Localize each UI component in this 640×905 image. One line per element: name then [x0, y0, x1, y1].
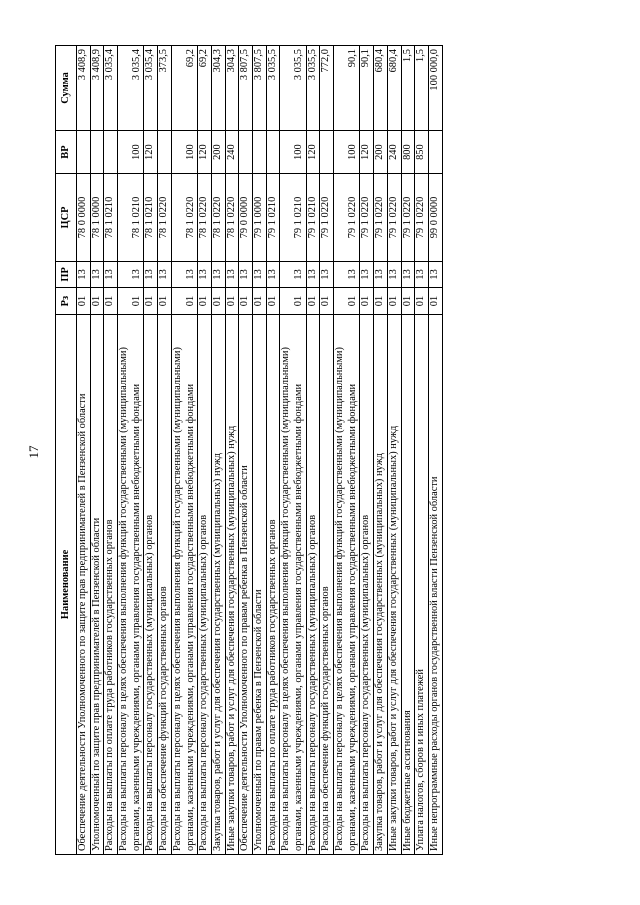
cell-vr: 850 [415, 130, 429, 174]
cell-sum: 772,0 [320, 46, 334, 131]
table-row [252, 46, 266, 855]
table-row [90, 46, 104, 855]
table-row [401, 46, 415, 855]
cell-csr: 99 0 0000 [428, 174, 442, 261]
cell-rz: 01 [90, 288, 104, 315]
cell-csr: 79 1 0220 [320, 174, 334, 261]
table-row [374, 46, 388, 855]
cell-sum: 3 807,5 [252, 46, 266, 131]
table-row [334, 46, 360, 855]
cell-csr: 78 1 0210 [118, 174, 144, 261]
cell-sum: 304,3 [225, 46, 239, 131]
cell-csr: 78 1 0220 [198, 174, 212, 261]
cell-name: Уполномоченный по правам ребенка в Пензенской области [252, 314, 266, 854]
table-row [387, 46, 401, 855]
cell-vr [252, 130, 266, 174]
page-number: 17 [26, 445, 41, 459]
cell-vr [158, 130, 172, 174]
table-row [144, 46, 158, 855]
cell-pr: 13 [77, 261, 91, 288]
cell-rz: 01 [211, 288, 225, 315]
cell-sum: 3 035,4 [144, 46, 158, 131]
cell-pr: 13 [158, 261, 172, 288]
cell-csr: 78 1 0000 [90, 174, 104, 261]
cell-pr: 13 [198, 261, 212, 288]
cell-vr [104, 130, 118, 174]
cell-vr [428, 130, 442, 174]
cell-csr: 79 0 0000 [239, 174, 253, 261]
table-row [158, 46, 172, 855]
cell-name: Обеспечение деятельности Уполномоченного по защите прав предпринимателей в Пензенской области [77, 314, 91, 854]
cell-sum: 373,5 [158, 46, 172, 131]
table-row [320, 46, 334, 855]
cell-sum: 3 035,4 [104, 46, 118, 131]
cell-rz: 01 [306, 288, 320, 315]
cell-vr [77, 130, 91, 174]
cell-vr: 120 [144, 130, 158, 174]
cell-sum: 90,1 [360, 46, 374, 131]
cell-sum: 3 035,4 [118, 46, 144, 131]
header-vr: ВР [56, 130, 77, 174]
cell-pr: 13 [144, 261, 158, 288]
cell-rz: 01 [415, 288, 429, 315]
cell-rz: 01 [387, 288, 401, 315]
budget-table [55, 45, 443, 855]
cell-rz: 01 [401, 288, 415, 315]
cell-csr: 79 1 0210 [306, 174, 320, 261]
cell-rz: 01 [225, 288, 239, 315]
cell-sum: 3 035,5 [280, 46, 306, 131]
cell-rz: 01 [118, 288, 144, 315]
cell-pr: 13 [320, 261, 334, 288]
cell-name: Уплата налогов, сборов и иных платежей [415, 314, 429, 854]
cell-rz: 01 [198, 288, 212, 315]
cell-name: Расходы на обеспечение функций государственных органов [158, 314, 172, 854]
header-sum: Сумма [56, 46, 77, 131]
cell-sum: 3 807,5 [239, 46, 253, 131]
cell-pr: 13 [334, 261, 360, 288]
cell-rz: 01 [360, 288, 374, 315]
rotated-table-container [55, 45, 575, 855]
table-row [77, 46, 91, 855]
cell-name: Расходы на выплаты персоналу государственных (муниципальных) органов [360, 314, 374, 854]
cell-csr: 79 1 0220 [401, 174, 415, 261]
cell-name: Иные закупки товаров, работ и услуг для обеспечения государственных (муниципальных) нужд [387, 314, 401, 854]
cell-csr: 79 1 0220 [360, 174, 374, 261]
cell-csr: 78 1 0210 [144, 174, 158, 261]
header-csr: ЦСР [56, 174, 77, 261]
cell-pr: 13 [104, 261, 118, 288]
table-row [171, 46, 197, 855]
cell-rz: 01 [252, 288, 266, 315]
cell-csr: 78 0 0000 [77, 174, 91, 261]
cell-sum: 304,3 [211, 46, 225, 131]
table-row [211, 46, 225, 855]
cell-csr: 78 1 0220 [158, 174, 172, 261]
cell-csr: 79 1 0210 [266, 174, 280, 261]
cell-vr: 240 [225, 130, 239, 174]
cell-sum: 3 035,5 [306, 46, 320, 131]
table-row [104, 46, 118, 855]
cell-vr: 100 [280, 130, 306, 174]
cell-vr: 200 [211, 130, 225, 174]
cell-vr: 240 [387, 130, 401, 174]
cell-pr: 13 [280, 261, 306, 288]
cell-csr: 79 1 0220 [415, 174, 429, 261]
cell-sum: 1,5 [415, 46, 429, 131]
table-row [198, 46, 212, 855]
cell-rz: 01 [374, 288, 388, 315]
cell-name: Закупка товаров, работ и услуг для обеспечения государственных (муниципальных) нужд [374, 314, 388, 854]
table-row [225, 46, 239, 855]
cell-name: Расходы на выплаты персоналу в целях обеспечения выполнения функций государственными (муниципальными) органами, казенными учреждениями, органами управления государственными внебюджетными фондами [118, 314, 144, 854]
cell-vr: 100 [118, 130, 144, 174]
cell-pr: 13 [306, 261, 320, 288]
cell-pr: 13 [225, 261, 239, 288]
cell-name: Расходы на выплаты персоналу государственных (муниципальных) органов [306, 314, 320, 854]
table-header-row [56, 46, 77, 855]
cell-csr: 78 1 0210 [104, 174, 118, 261]
cell-pr: 13 [428, 261, 442, 288]
cell-csr: 79 1 0220 [334, 174, 360, 261]
cell-vr: 120 [198, 130, 212, 174]
header-rz: Рз [56, 288, 77, 315]
table-row [239, 46, 253, 855]
cell-vr [90, 130, 104, 174]
cell-rz: 01 [334, 288, 360, 315]
cell-vr: 800 [401, 130, 415, 174]
table-row [415, 46, 429, 855]
cell-rz: 01 [158, 288, 172, 315]
cell-vr: 120 [306, 130, 320, 174]
table-row [118, 46, 144, 855]
cell-rz: 01 [266, 288, 280, 315]
cell-sum: 3 408,9 [77, 46, 91, 131]
cell-csr: 78 1 0220 [225, 174, 239, 261]
header-pr: ПР [56, 261, 77, 288]
cell-name: Иные закупки товаров, работ и услуг для обеспечения государственных (муниципальных) нужд [225, 314, 239, 854]
table-row [428, 46, 442, 855]
cell-pr: 13 [211, 261, 225, 288]
cell-sum: 1,5 [401, 46, 415, 131]
cell-pr: 13 [118, 261, 144, 288]
cell-name: Расходы на выплаты персоналу в целях обеспечения выполнения функций государственными (муниципальными) органами, казенными учреждениями, органами управления государственными внебюджетными фондами [280, 314, 306, 854]
cell-vr: 100 [171, 130, 197, 174]
table-row [266, 46, 280, 855]
cell-csr: 78 1 0220 [211, 174, 225, 261]
cell-csr: 78 1 0220 [171, 174, 197, 261]
cell-rz: 01 [239, 288, 253, 315]
cell-rz: 01 [77, 288, 91, 315]
cell-vr [239, 130, 253, 174]
cell-csr: 79 1 0000 [252, 174, 266, 261]
cell-vr [320, 130, 334, 174]
cell-name: Расходы на выплаты персоналу в целях обеспечения выполнения функций государственными (муниципальными) органами, казенными учреждениями, органами управления государственными внебюджетными фондами [171, 314, 197, 854]
cell-sum: 3 035,5 [266, 46, 280, 131]
cell-sum: 69,2 [171, 46, 197, 131]
cell-csr: 79 1 0220 [387, 174, 401, 261]
cell-pr: 13 [360, 261, 374, 288]
cell-rz: 01 [320, 288, 334, 315]
cell-rz: 01 [104, 288, 118, 315]
cell-pr: 13 [374, 261, 388, 288]
cell-sum: 100 000,0 [428, 46, 442, 131]
cell-name: Расходы на выплаты персоналу государственных (муниципальных) органов [144, 314, 158, 854]
cell-pr: 13 [266, 261, 280, 288]
cell-sum: 680,4 [374, 46, 388, 131]
cell-vr: 120 [360, 130, 374, 174]
cell-pr: 13 [239, 261, 253, 288]
cell-vr: 200 [374, 130, 388, 174]
cell-rz: 01 [144, 288, 158, 315]
cell-name: Расходы на обеспечение функций государственных органов [320, 314, 334, 854]
cell-name: Расходы на выплаты персоналу в целях обеспечения выполнения функций государственными (муниципальными) органами, казенными учреждениями, органами управления государственными внебюджетными фондами [334, 314, 360, 854]
cell-pr: 13 [415, 261, 429, 288]
cell-name: Обеспечение деятельности Уполномоченного по правам ребенка в Пензенской области [239, 314, 253, 854]
cell-name: Расходы на выплаты по оплате труда работников государственных органов [266, 314, 280, 854]
cell-rz: 01 [171, 288, 197, 315]
cell-name: Иные бюджетные ассигнования [401, 314, 415, 854]
cell-rz: 01 [428, 288, 442, 315]
cell-sum: 3 408,9 [90, 46, 104, 131]
table-row [360, 46, 374, 855]
table-row [306, 46, 320, 855]
cell-pr: 13 [387, 261, 401, 288]
cell-name: Уполномоченный по защите прав предпринимателей в Пензенской области [90, 314, 104, 854]
cell-pr: 13 [90, 261, 104, 288]
cell-csr: 79 1 0210 [280, 174, 306, 261]
table-row [280, 46, 306, 855]
cell-vr [266, 130, 280, 174]
cell-csr: 79 1 0220 [374, 174, 388, 261]
cell-vr: 100 [334, 130, 360, 174]
header-name: Наименование [56, 314, 77, 854]
cell-pr: 13 [171, 261, 197, 288]
cell-sum: 90,1 [334, 46, 360, 131]
cell-name: Иные непрограммные расходы органов государственной власти Пензенской области [428, 314, 442, 854]
cell-name: Расходы на выплаты персоналу государственных (муниципальных) органов [198, 314, 212, 854]
cell-name: Закупка товаров, работ и услуг для обеспечения государственных (муниципальных) нужд [211, 314, 225, 854]
cell-sum: 69,2 [198, 46, 212, 131]
cell-sum: 680,4 [387, 46, 401, 131]
cell-pr: 13 [401, 261, 415, 288]
cell-name: Расходы на выплаты по оплате труда работников государственных органов [104, 314, 118, 854]
cell-pr: 13 [252, 261, 266, 288]
cell-rz: 01 [280, 288, 306, 315]
